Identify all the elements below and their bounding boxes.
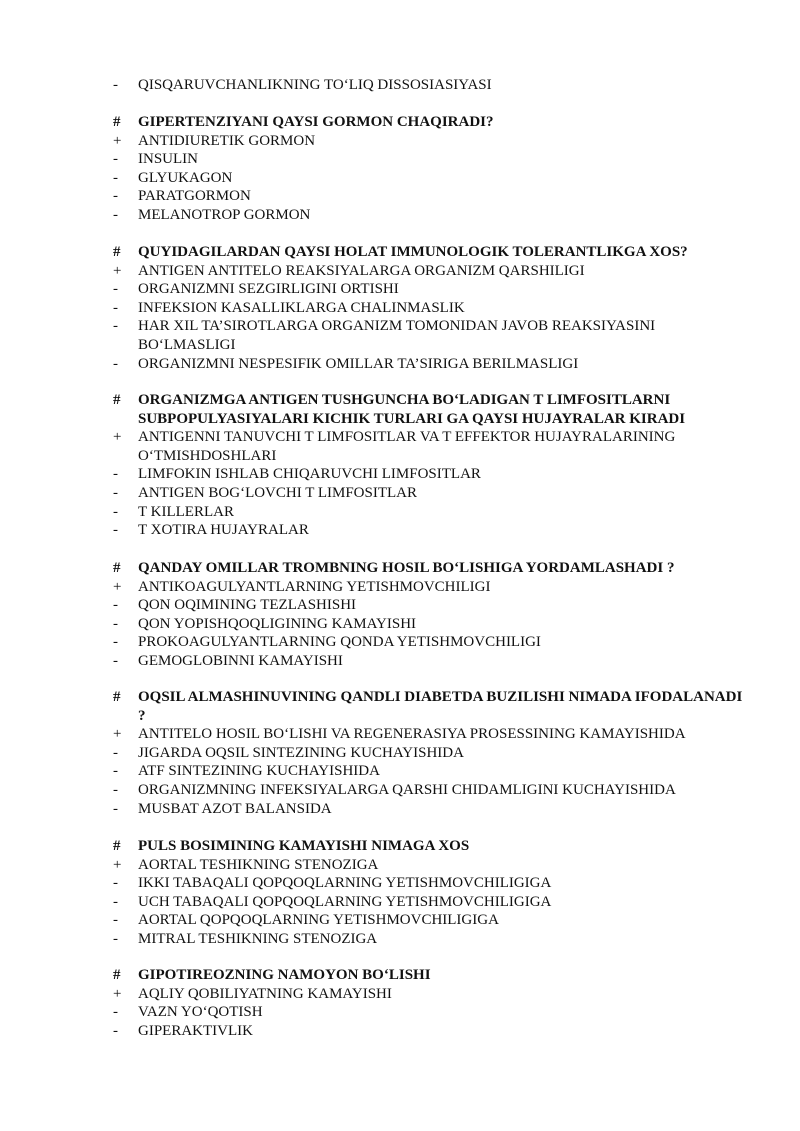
option-text: ANTITELO HOSIL BO‘LISHI VA REGENERASIYA PROSESSINING KAMAYISHIDA (138, 726, 686, 743)
option-marker: - (113, 77, 118, 93)
option-text: ORGANIZMNING INFEKSIYALARGA QARSHI CHIDAMLIGINI KUCHAYISHIDA (138, 781, 676, 798)
answer-option (110, 652, 750, 671)
question-marker: # (113, 560, 121, 576)
option-marker: - (113, 188, 118, 205)
question-title (110, 837, 750, 856)
question-marker: # (113, 689, 121, 705)
option-text: LIMFOKIN ISHLAB CHIQARUVCHI LIMFOSITLAR (138, 466, 481, 483)
answer-option (110, 317, 750, 354)
option-text: AQLIY QOBILIYATNING KAMAYISHI (138, 985, 392, 1002)
question-text: GIPOTIREOZNING NAMOYON BO‘LISHI (138, 967, 431, 983)
option-marker: + (113, 985, 122, 1002)
question-title (110, 966, 750, 985)
option-marker: - (113, 151, 118, 168)
answer-option (110, 893, 750, 912)
option-marker: - (113, 763, 118, 780)
option-text: PROKOAGULYANTLARNING QONDA YETISHMOVCHILIGI (138, 634, 541, 651)
option-text: GEMOGLOBINNI KAMAYISHI (138, 652, 343, 669)
question-block (110, 391, 750, 540)
option-text: INFEKSION KASALLIKLARGA CHALINMASLIK (138, 299, 465, 316)
option-text: IKKI TABAQALI QOPQOQLARNING YETISHMOVCHILIGIGA (138, 875, 552, 892)
answer-option (110, 484, 750, 503)
answer-option (110, 578, 750, 597)
question-text: QUYIDAGILARDAN QAYSI HOLAT IMMUNOLOGIK TOLERANTLIKGA XOS? (138, 244, 688, 260)
answer-option (110, 187, 750, 206)
option-text: MELANOTROP GORMON (138, 206, 311, 223)
option-text: GIPERAKTIVLIK (138, 1022, 253, 1039)
answer-option (110, 299, 750, 318)
option-marker: - (113, 206, 118, 223)
answer-option (110, 800, 750, 819)
option-text: AORTAL TESHIKNING STENOZIGA (138, 856, 379, 873)
option-text: ANTIGEN BOG‘LOVCHI T LIMFOSITLAR (138, 484, 418, 501)
option-text: ANTIKOAGULYANTLARNING YETISHMOVCHILIGI (138, 578, 491, 595)
answer-option (110, 930, 750, 949)
answer-option (110, 762, 750, 781)
question-marker: # (113, 114, 121, 130)
option-text: QON YOPISHQOQLIGINING KAMAYISHI (138, 615, 417, 632)
question-title (110, 688, 750, 725)
answer-option (110, 262, 750, 281)
answer-option (110, 503, 750, 522)
question-block (110, 966, 750, 1040)
option-marker: - (113, 597, 118, 614)
question-marker: # (113, 967, 121, 983)
option-marker: + (113, 578, 122, 595)
option-text: GLYUKAGON (138, 169, 233, 186)
option-marker: + (113, 262, 122, 279)
option-marker: - (113, 634, 118, 651)
option-marker: + (113, 726, 122, 743)
option-marker: + (113, 132, 122, 149)
option-marker: - (113, 744, 118, 761)
option-text: ANTIGENNI TANUVCHI T LIMFOSITLAR VA T EFFEKTOR HUJAYRALARINING O‘TMISHDOSHLARI (138, 429, 676, 464)
answer-option (110, 150, 750, 169)
answer-option (110, 874, 750, 893)
option-text: ORGANIZMNI SEZGIRLIGINI ORTISHI (138, 281, 399, 298)
answer-option (110, 465, 750, 484)
option-text: VAZN YO‘QOTISH (138, 1004, 263, 1021)
answer-option (110, 132, 750, 151)
option-text: UCH TABAQALI QOPQOQLARNING YETISHMOVCHILIGIGA (138, 893, 552, 910)
answer-option (110, 856, 750, 875)
question-block (110, 113, 750, 225)
option-marker: - (113, 484, 118, 501)
option-marker: - (113, 503, 118, 520)
question-block (110, 688, 750, 818)
option-marker: - (113, 466, 118, 483)
option-text: HAR XIL TA’SIROTLARGA ORGANIZM TOMONIDAN JAVOB REAKSIYASINI BO‘LMASLIGI (138, 318, 656, 353)
option-marker: - (113, 522, 118, 539)
answer-option (110, 911, 750, 930)
answer-option (110, 76, 750, 95)
question-text: QANDAY OMILLAR TROMBNING HOSIL BO‘LISHIGA YORDAMLASHADI ? (138, 560, 675, 576)
option-text: ANTIDIURETIK GORMON (138, 132, 316, 149)
option-marker: - (113, 299, 118, 316)
answer-option (110, 1003, 750, 1022)
question-block (110, 559, 750, 671)
question-marker: # (113, 392, 121, 408)
option-text: AORTAL QOPQOQLARNING YETISHMOVCHILIGIGA (138, 912, 499, 929)
question-block (110, 243, 750, 373)
option-marker: - (113, 318, 118, 335)
option-marker: - (113, 281, 118, 298)
question-title (110, 113, 750, 132)
option-marker: - (113, 930, 118, 947)
option-marker: - (113, 781, 118, 798)
option-text: PARATGORMON (138, 188, 251, 205)
answer-option (110, 169, 750, 188)
answer-option (110, 596, 750, 615)
option-marker: - (113, 615, 118, 632)
option-text: JIGARDA OQSIL SINTEZINING KUCHAYISHIDA (138, 744, 464, 761)
option-marker: - (113, 800, 118, 817)
answer-option (110, 725, 750, 744)
question-text: ORGANIZMGA ANTIGEN TUSHGUNCHA BO‘LADIGAN T LIMFOSITLARNI SUBPOPULYASIYALARI KICHIK TURLARI GA QAYSI HUJAYRALAR KIRADI (138, 392, 686, 427)
answer-option (110, 633, 750, 652)
answer-option (110, 1022, 750, 1041)
option-text: T KILLERLAR (138, 503, 234, 520)
question-title (110, 243, 750, 262)
option-marker: - (113, 169, 118, 186)
option-text: QON OQIMINING TEZLASHISHI (138, 597, 357, 614)
option-marker: - (113, 1022, 118, 1039)
option-marker: + (113, 856, 122, 873)
answer-option (110, 744, 750, 763)
option-marker: - (113, 875, 118, 892)
answer-option (110, 985, 750, 1004)
option-marker: - (113, 1004, 118, 1021)
option-marker: - (113, 893, 118, 910)
question-block (110, 837, 750, 949)
answer-option (110, 355, 750, 374)
option-text: ATF SINTEZINING KUCHAYISHIDA (138, 763, 380, 780)
question-title (110, 559, 750, 578)
question-title (110, 391, 750, 428)
option-text: ORGANIZMNI NESPESIFIK OMILLAR TA’SIRIGA BERILMASLIGI (138, 355, 579, 372)
option-marker: - (113, 652, 118, 669)
question-text: PULS BOSIMINING KAMAYISHI NIMAGA XOS (138, 838, 470, 854)
question-marker: # (113, 838, 121, 854)
option-text: MITRAL TESHIKNING STENOZIGA (138, 930, 378, 947)
answer-list (110, 76, 750, 95)
question-marker: # (113, 244, 121, 260)
answer-option (110, 615, 750, 634)
question-text: OQSIL ALMASHINUVINING QANDLI DIABETDA BUZILISHI NIMADA IFODALANADI ? (138, 689, 743, 724)
option-text: MUSBAT AZOT BALANSIDA (138, 800, 332, 817)
answer-option (110, 206, 750, 225)
option-text: T XOTIRA HUJAYRALAR (138, 522, 309, 539)
option-text: INSULIN (138, 151, 198, 168)
option-marker: - (113, 912, 118, 929)
answer-option (110, 428, 750, 465)
answer-option (110, 280, 750, 299)
answer-option (110, 521, 750, 540)
option-marker: + (113, 429, 122, 446)
question-text: GIPERTENZIYANI QAYSI GORMON CHAQIRADI? (138, 114, 494, 130)
option-marker: - (113, 355, 118, 372)
option-text: QISQARUVCHANLIKNING TO‘LIQ DISSOSIASIYASI (138, 77, 492, 93)
option-text: ANTIGEN ANTITELO REAKSIYALARGA ORGANIZM QARSHILIGI (138, 262, 585, 279)
answer-option (110, 781, 750, 800)
